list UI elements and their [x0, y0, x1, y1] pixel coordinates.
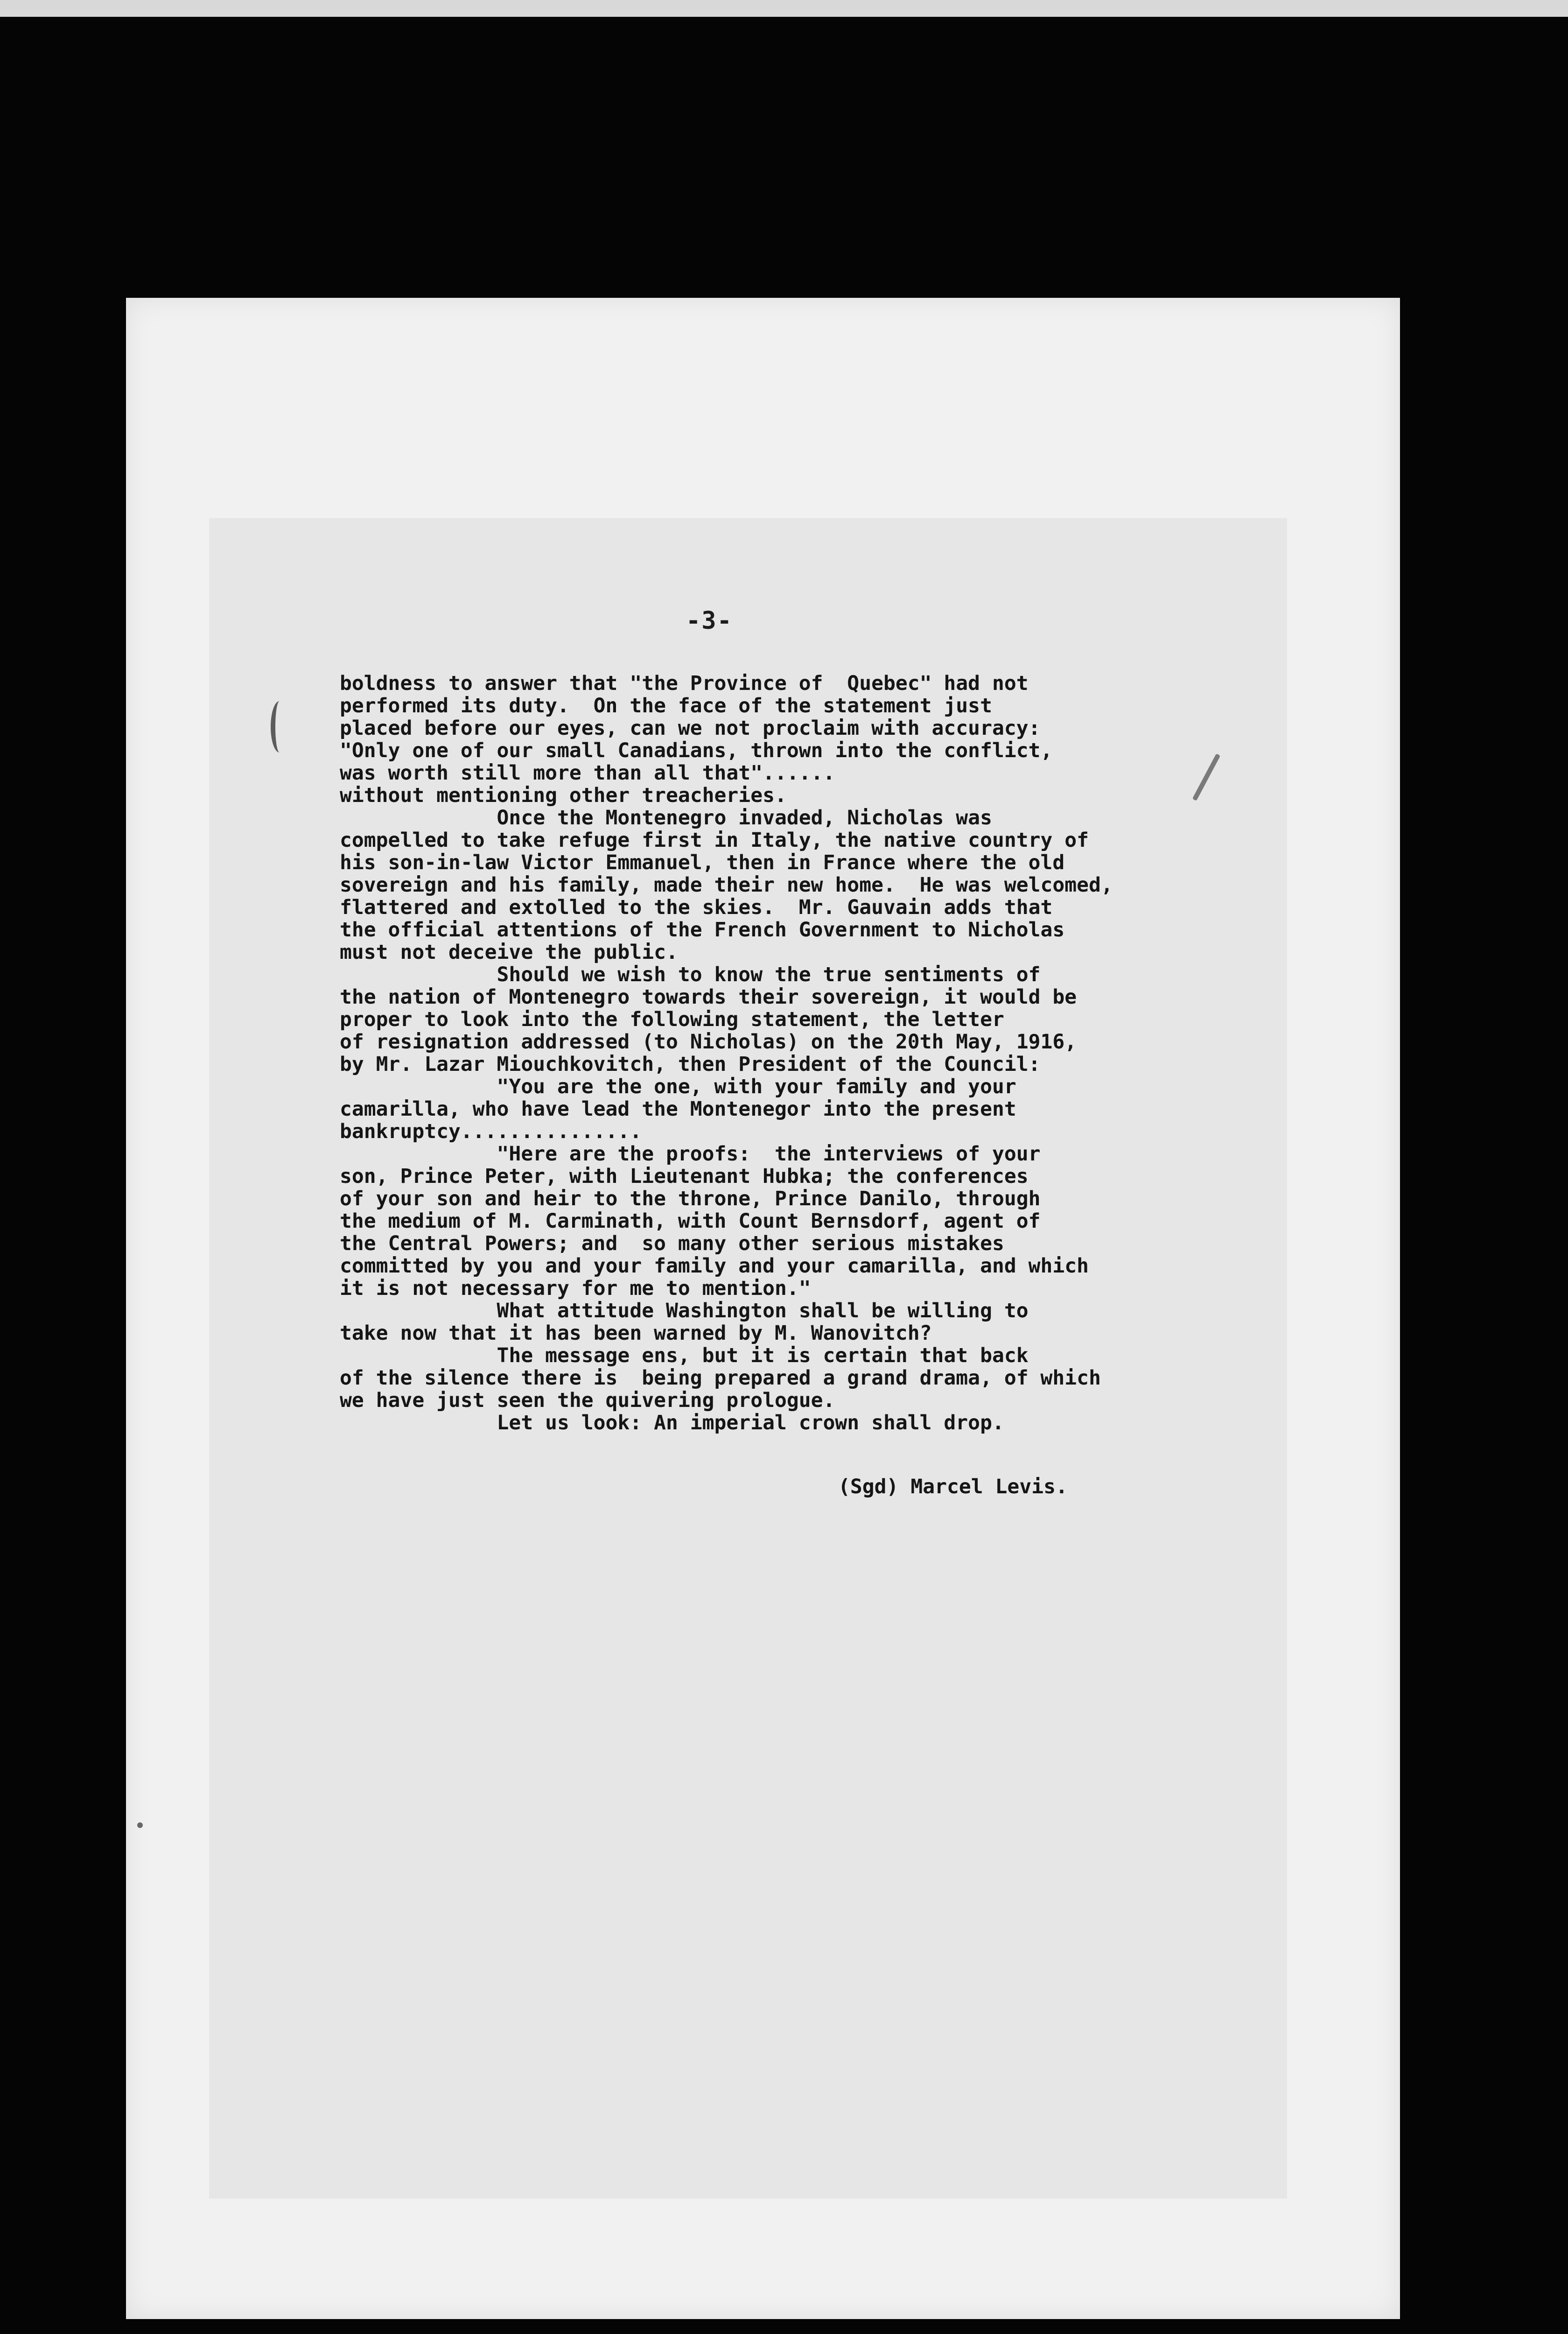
typed-line: "Only one of our small Canadians, thrown into the conflict, — [340, 739, 1053, 762]
typed-line: sovereign and his family, made their new home. He was welcomed, — [340, 873, 1113, 897]
typed-line: boldness to answer that "the Province of Quebec" had not — [340, 672, 1029, 695]
margin-bracket-mark — [271, 701, 288, 752]
typed-line: of the silence there is being prepared a grand drama, of which — [340, 1366, 1101, 1390]
typed-line: must not deceive the public. — [340, 941, 678, 964]
typed-line: Let us look: An imperial crown shall drop. — [340, 1411, 1004, 1434]
typed-line: The message ens, but it is certain that back — [340, 1344, 1029, 1367]
page-number: -3- — [686, 607, 733, 635]
typed-line: bankruptcy............... — [340, 1120, 642, 1143]
typed-line: was worth still more than all that"...... — [340, 761, 835, 785]
typed-line: committed by you and your family and your camarilla, and which — [340, 1254, 1089, 1278]
typed-line: performed its duty. On the face of the statement just — [340, 694, 992, 717]
typed-line: the nation of Montenegro towards their sovereign, it would be — [340, 985, 1077, 1009]
typed-line: What attitude Washington shall be willing to — [340, 1299, 1029, 1322]
typed-line: "You are the one, with your family and your — [340, 1075, 1016, 1098]
signature-line: (Sgd) Marcel Levis. — [838, 1475, 1068, 1498]
typed-line: of your son and heir to the throne, Prince Danilo, through — [340, 1187, 1041, 1210]
typed-line: we have just seen the quivering prologue. — [340, 1389, 835, 1412]
typed-line: flattered and extolled to the skies. Mr. Gauvain adds that — [340, 896, 1053, 919]
typed-line: proper to look into the following statement, the letter — [340, 1008, 1004, 1031]
typed-line: "Here are the proofs: the interviews of your — [340, 1142, 1041, 1166]
typed-line: the Central Powers; and so many other serious mistakes — [340, 1232, 1004, 1255]
typed-line: his son-in-law Victor Emmanuel, then in France where the old — [340, 851, 1065, 874]
typed-line: by Mr. Lazar Miouchkovitch, then President of the Council: — [340, 1053, 1041, 1076]
typed-line: compelled to take refuge first in Italy, the native country of — [340, 829, 1089, 852]
typed-line: camarilla, who have lead the Montenegor into the present — [340, 1097, 1016, 1121]
typed-line: Once the Montenegro invaded, Nicholas was — [340, 806, 992, 830]
typed-letter-body — [340, 672, 1226, 1434]
typed-line: of resignation addressed (to Nicholas) on the 20th May, 1916, — [340, 1030, 1077, 1054]
typed-line: Should we wish to know the true sentiments of — [340, 963, 1041, 986]
typed-line: it is not necessary for me to mention." — [340, 1277, 811, 1300]
typed-line: the medium of M. Carminath, with Count Bernsdorf, agent of — [340, 1209, 1041, 1233]
typed-line: without mentioning other treacheries. — [340, 784, 787, 807]
typed-line: the official attentions of the French Government to Nicholas — [340, 918, 1065, 942]
typed-line: take now that it has been warned by M. Wanovitch? — [340, 1322, 932, 1345]
film-edge-strip — [0, 0, 1568, 17]
speck-mark — [137, 1822, 143, 1828]
typed-line: son, Prince Peter, with Lieutenant Hubka; the conferences — [340, 1165, 1029, 1188]
typed-line: placed before our eyes, can we not proclaim with accuracy: — [340, 717, 1041, 740]
